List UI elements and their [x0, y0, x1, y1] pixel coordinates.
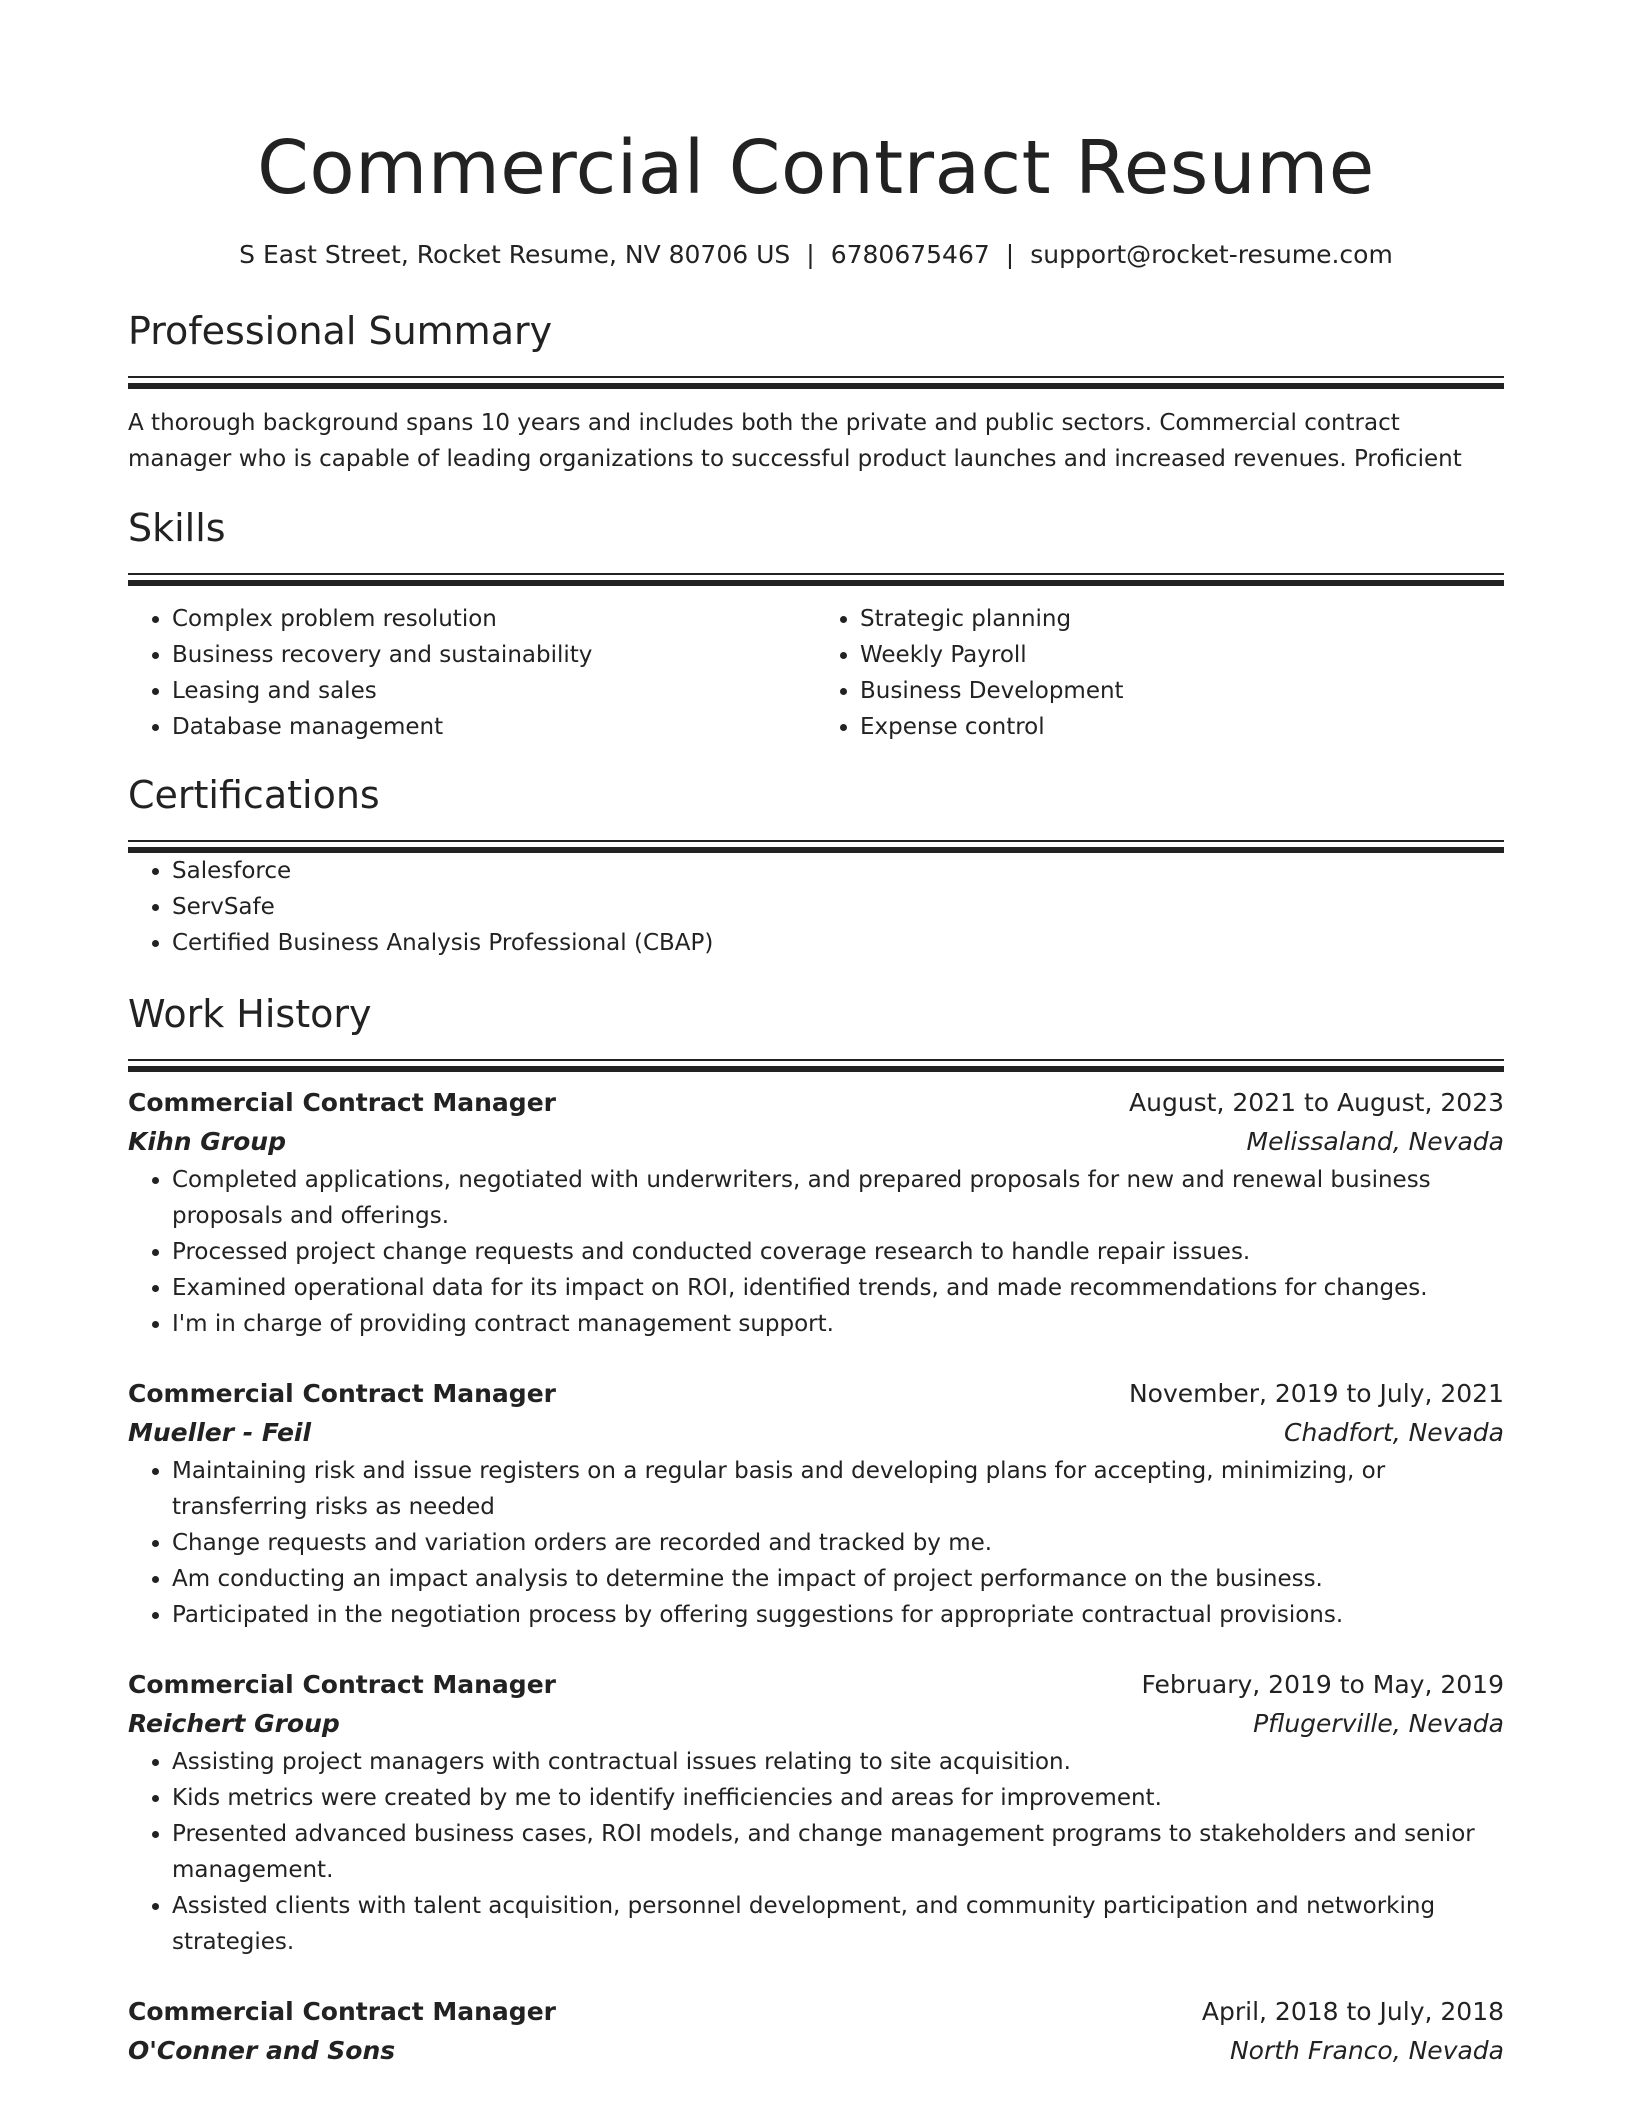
job-bullet: • Presented advanced business cases, ROI models, and change management programs to stakeholders and senior management. [172, 1816, 1504, 1888]
summary-heading: Professional Summary [128, 309, 553, 353]
skill-item: • Leasing and sales [172, 673, 816, 709]
contact-line [128, 238, 1504, 272]
certifications-heading: Certifications [128, 773, 380, 817]
job-bullet: • Change requests and variation orders are recorded and tracked by me. [172, 1525, 1504, 1561]
job-location: Pflugerville, Nevada [1253, 1709, 1504, 1738]
job-entry [128, 1375, 1504, 1633]
summary-section [128, 306, 1504, 477]
contact-separator: | [1005, 240, 1015, 269]
skills-grid [128, 601, 1504, 745]
skill-item: • Database management [172, 709, 816, 745]
job-bullet: • Kids metrics were created by me to identify inefficiencies and areas for improvement. [172, 1780, 1504, 1816]
job-bullet: • Processed project change requests and conducted coverage research to handle repair issues. [172, 1234, 1504, 1270]
job-title: Commercial Contract Manager [128, 1379, 556, 1408]
job-bullet: • Assisting project managers with contractual issues relating to site acquisition. [172, 1744, 1504, 1780]
skill-item: • Complex problem resolution [172, 601, 816, 637]
section-divider [128, 840, 1504, 853]
job-location: Melissaland, Nevada [1246, 1127, 1504, 1156]
contact-phone: 6780675467 [830, 240, 990, 269]
certification-item: • Certified Business Analysis Professional (CBAP) [172, 925, 1504, 961]
skill-item: • Business Development [860, 673, 1504, 709]
job-company: O'Conner and Sons [128, 2036, 396, 2065]
work-history-section [128, 989, 1504, 2071]
job-company: Reichert Group [128, 1709, 340, 1738]
skill-item: • Strategic planning [860, 601, 1504, 637]
certification-item: • Salesforce [172, 853, 1504, 889]
job-location: North Franco, Nevada [1229, 2036, 1504, 2065]
job-bullet: • Examined operational data for its impact on ROI, identified trends, and made recommendations for changes. [172, 1270, 1504, 1306]
certifications-section [128, 770, 1504, 961]
summary-text: A thorough background spans 10 years and includes both the private and public sectors. Commercial contract manager who is capable of leading organizations to successful product launches and increased revenues. Proficient [128, 410, 1462, 472]
contact-separator: | [806, 240, 815, 269]
job-bullets [128, 1744, 1504, 1960]
skills-heading: Skills [128, 506, 226, 550]
section-divider [128, 573, 1504, 586]
job-bullet: • Assisted clients with talent acquisition, personnel development, and community participation and networking strategies. [172, 1888, 1504, 1960]
contact-email: support@rocket-resume.com [1030, 240, 1393, 269]
job-dates: April, 2018 to July, 2018 [1201, 1997, 1504, 2026]
skills-list-right [816, 601, 1504, 745]
work-history-heading: Work History [128, 992, 372, 1036]
job-entry [128, 1666, 1504, 1960]
certification-item: • ServSafe [172, 889, 1504, 925]
job-bullet: • Participated in the negotiation process by offering suggestions for appropriate contractual provisions. [172, 1597, 1504, 1633]
job-bullets [128, 1453, 1504, 1633]
job-entry [128, 1993, 1504, 2071]
job-bullet: • Am conducting an impact analysis to determine the impact of project performance on the business. [172, 1561, 1504, 1597]
job-dates: November, 2019 to July, 2021 [1128, 1379, 1504, 1408]
job-dates: February, 2019 to May, 2019 [1141, 1670, 1504, 1699]
job-dates: August, 2021 to August, 2023 [1129, 1088, 1504, 1117]
job-company: Mueller - Feil [128, 1418, 312, 1447]
job-title: Commercial Contract Manager [128, 1088, 556, 1117]
skills-list-left [128, 601, 816, 745]
skill-item: • Expense control [860, 709, 1504, 745]
job-bullets [128, 1162, 1504, 1342]
skills-section [128, 503, 1504, 745]
skill-item: • Weekly Payroll [860, 637, 1504, 673]
section-divider [128, 1059, 1504, 1072]
job-bullet: • I'm in charge of providing contract management support. [172, 1306, 1504, 1342]
resume-title: Commercial Contract Resume [257, 125, 1375, 211]
skill-item: • Business recovery and sustainability [172, 637, 816, 673]
job-title: Commercial Contract Manager [128, 1670, 556, 1699]
job-entry [128, 1084, 1504, 1342]
job-company: Kihn Group [128, 1127, 286, 1156]
job-bullet: • Maintaining risk and issue registers on a regular basis and developing plans for accepting, minimizing, or transferring risks as needed [172, 1453, 1504, 1525]
job-bullet: • Completed applications, negotiated with underwriters, and prepared proposals for new and renewal business proposals and offerings. [172, 1162, 1504, 1234]
job-location: Chadfort, Nevada [1284, 1418, 1504, 1447]
section-divider [128, 376, 1504, 389]
contact-address: S East Street, Rocket Resume, NV 80706 US [239, 240, 791, 269]
certifications-list [128, 853, 1504, 961]
job-title: Commercial Contract Manager [128, 1997, 556, 2026]
